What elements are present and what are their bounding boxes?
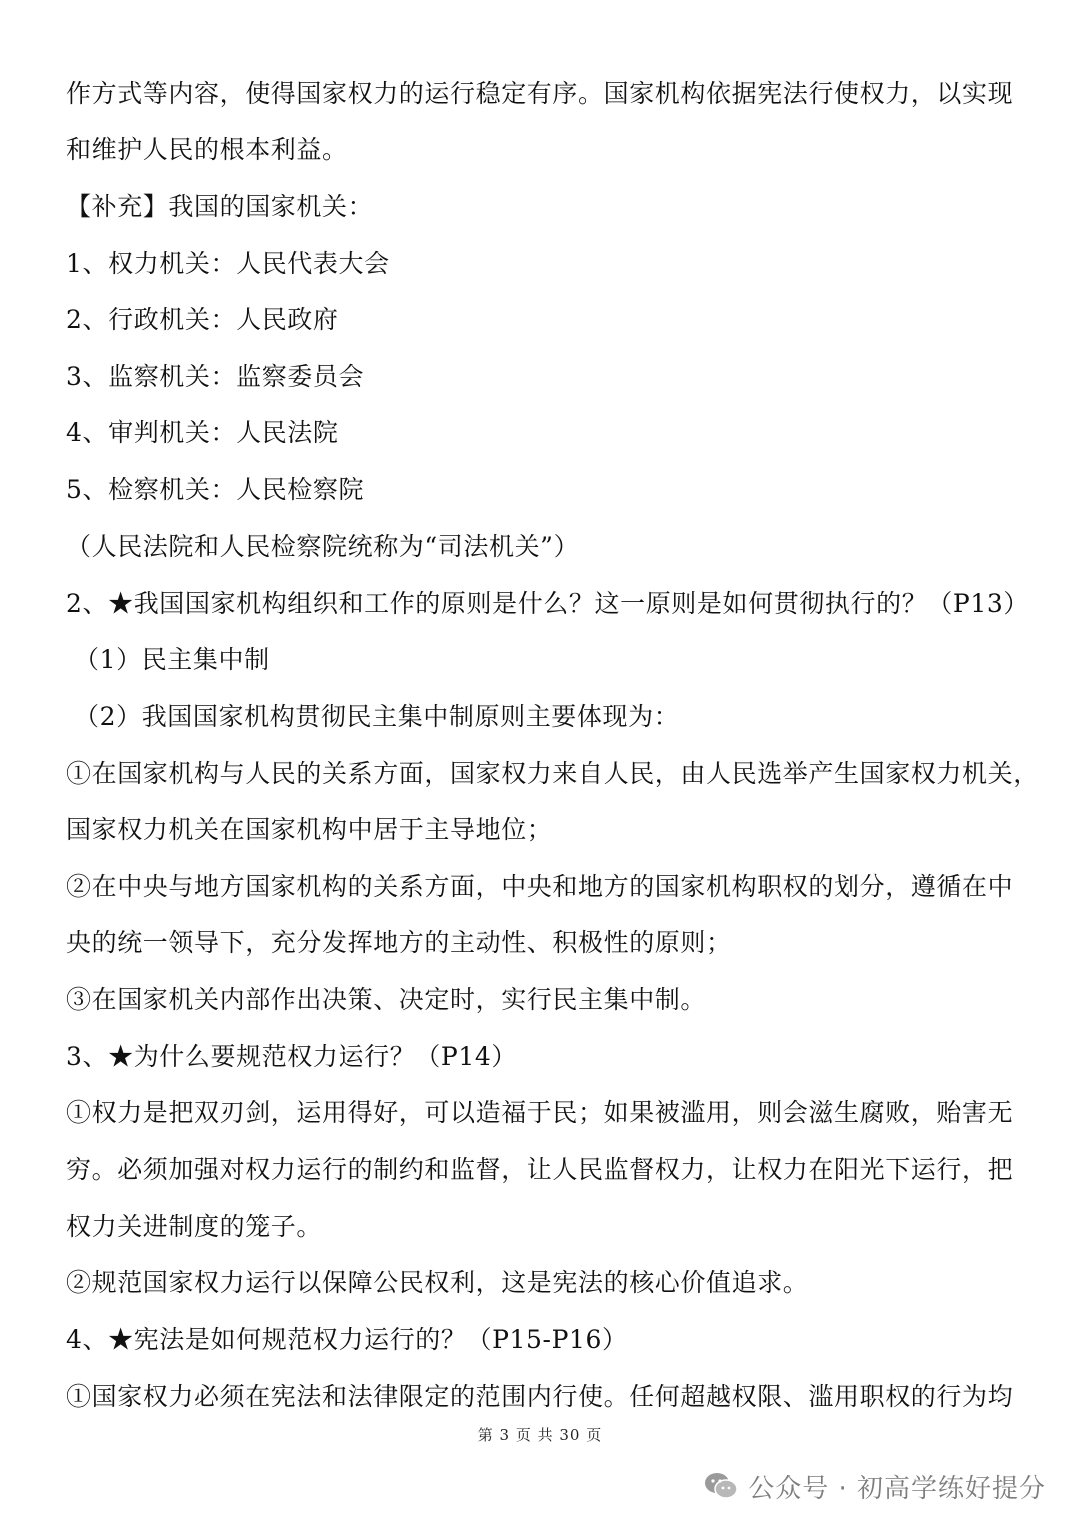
- list-item: 5、检察机关：人民检察院: [66, 475, 365, 504]
- question-heading: 2、★我国国家机构组织和工作的原则是什么？这一原则是如何贯彻执行的？（P13）: [66, 589, 1029, 618]
- answer-line: 权力关进制度的笼子。: [66, 1212, 323, 1241]
- answer-line: ②规范国家权力运行以保障公民权利，这是宪法的核心价值追求。: [66, 1268, 809, 1297]
- page-number: 第 3 页 共 30 页: [477, 1426, 603, 1444]
- answer-line: ②在中央与地方国家机构的关系方面，中央和地方的国家机构职权的划分，遵循在中: [66, 872, 1014, 901]
- paragraph-line: 作方式等内容，使得国家权力的运行稳定有序。国家机构依据宪法行使权力，以实现: [66, 79, 1014, 108]
- answer-line: ①国家权力必须在宪法和法律限定的范围内行使。任何超越权限、滥用职权的行为均: [66, 1382, 1014, 1411]
- answer-line: （1）民主集中制: [74, 645, 270, 674]
- answer-line: ③在国家机关内部作出决策、决定时，实行民主集中制。: [66, 985, 707, 1014]
- section-heading: 【补充】我国的国家机关：: [66, 192, 374, 221]
- answer-line: ①在国家机构与人民的关系方面，国家权力来自人民，由人民选举产生国家权力机关，: [66, 759, 1039, 788]
- answer-line: 国家权力机关在国家机构中居于主导地位；: [66, 815, 553, 844]
- question-heading: 3、★为什么要规范权力运行？（P14）: [66, 1042, 517, 1071]
- answer-line: （2）我国国家机构贯彻民主集中制原则主要体现为：: [74, 702, 680, 731]
- paragraph-line: 和维护人民的根本利益。: [66, 135, 348, 164]
- wechat-icon: [704, 1471, 738, 1501]
- list-item: 4、审判机关：人民法院: [66, 418, 339, 447]
- note-line: （人民法院和人民检察院统称为“司法机关”）: [66, 532, 580, 561]
- list-item: 1、权力机关：人民代表大会: [66, 249, 390, 278]
- question-heading: 4、★宪法是如何规范权力运行的？（P15-P16）: [66, 1325, 628, 1354]
- answer-line: 穷。必须加强对权力运行的制约和监督，让人民监督权力，让权力在阳光下运行，把: [66, 1155, 1014, 1184]
- answer-line: ①权力是把双刃剑，运用得好，可以造福于民；如果被滥用，则会滋生腐败，贻害无: [66, 1098, 1014, 1127]
- watermark-text: 公众号 · 初高学练好提分: [748, 1473, 1046, 1504]
- watermark: [704, 1466, 1046, 1506]
- answer-line: 央的统一领导下，充分发挥地方的主动性、积极性的原则；: [66, 928, 732, 957]
- list-item: 3、监察机关：监察委员会: [66, 362, 365, 391]
- list-item: 2、行政机关：人民政府: [66, 305, 339, 334]
